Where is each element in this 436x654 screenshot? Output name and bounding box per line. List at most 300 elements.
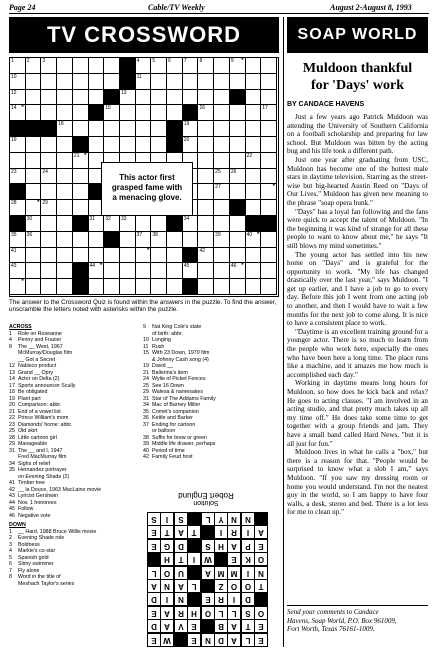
clue-item: 43 Lyricist Gershwin	[9, 493, 59, 499]
grid-cell	[214, 200, 230, 216]
headline	[287, 60, 428, 94]
cell-number: 23	[11, 168, 17, 175]
clue-item: 24 Wylie of Picket Fences	[143, 376, 206, 382]
cell-number: 36	[26, 231, 33, 238]
grid-cell	[104, 248, 120, 264]
solution-cell: T	[160, 525, 174, 539]
clue-item: 41 Timber tree	[9, 480, 45, 486]
grid-cell	[41, 279, 57, 295]
clue-item: 31 Star of The Addams Family	[143, 395, 216, 402]
clue-item: 22 Prince William's mom	[9, 415, 69, 421]
clue-heading: DOWN	[9, 522, 26, 528]
grid-cell	[230, 121, 246, 137]
grid-cell	[57, 74, 73, 90]
solution-cell: A	[227, 633, 241, 647]
grid-cell	[136, 137, 152, 153]
grid-block	[183, 248, 199, 264]
grid-cell	[26, 74, 42, 90]
solution-cell: O	[201, 606, 215, 620]
grid-cell	[10, 153, 26, 169]
cell-number: 1	[11, 58, 14, 64]
solution-cell: L	[227, 606, 241, 620]
grid-cell	[151, 74, 167, 90]
grid-cell	[167, 232, 183, 248]
clue-item: of birth: abbr.	[152, 330, 183, 337]
grid-cell	[151, 263, 167, 279]
grid-cell	[230, 169, 246, 185]
grid-cell	[120, 90, 136, 106]
grid-cell	[89, 279, 105, 295]
header-rule	[9, 13, 429, 14]
grid-cell	[230, 232, 246, 248]
grid-cell	[136, 248, 152, 264]
crossword-title: TV CROSSWORD	[9, 17, 279, 53]
cell-number: 27	[215, 184, 221, 191]
solution-block	[187, 539, 201, 553]
grid-cell	[230, 279, 246, 295]
solution-block	[147, 552, 161, 566]
clue-item: 34 Sighs of relief	[9, 460, 51, 467]
grid-cell	[41, 74, 57, 90]
solution-cell: R	[214, 592, 228, 606]
grid-cell	[214, 137, 230, 153]
grid-block	[104, 90, 120, 106]
solution-cell: O	[254, 606, 268, 620]
cell-number: 19	[183, 121, 190, 128]
grid-cell	[57, 279, 73, 295]
grid-cell	[214, 248, 230, 264]
grid-cell	[10, 248, 26, 264]
solution-block	[174, 633, 188, 647]
grid-cell	[151, 58, 167, 74]
solution-cell: Z	[214, 579, 228, 593]
grid-cell	[73, 105, 89, 121]
clue-item: 1 __ Hard, 1988 Bruce Willis movie	[9, 528, 97, 535]
solution-cell: A	[147, 579, 161, 593]
grid-block	[26, 121, 42, 137]
grid-cell	[151, 279, 167, 295]
solution-cell: E	[187, 633, 201, 647]
grid-cell	[120, 105, 136, 121]
grid-cell	[198, 248, 214, 264]
grid-block	[230, 90, 246, 106]
cell-number: 39	[215, 231, 221, 238]
grid-cell	[198, 184, 214, 200]
asterisk-mark: *	[241, 263, 244, 270]
grid-cell	[120, 248, 136, 264]
grid-cell	[246, 58, 262, 74]
grid-cell	[167, 279, 183, 295]
solution-cell: I	[187, 552, 201, 566]
grid-cell	[10, 105, 26, 121]
clue-line: grasped fame with	[111, 183, 183, 192]
grid-block	[246, 216, 262, 232]
grid-cell	[214, 279, 230, 295]
solution-cell: N	[174, 592, 188, 606]
solution-grid	[143, 496, 269, 654]
grid-cell	[261, 200, 277, 216]
solution-cell: O	[254, 552, 268, 566]
grid-cell	[57, 137, 73, 153]
asterisk-mark: *	[99, 263, 103, 270]
grid-cell	[230, 184, 246, 200]
cell-number: 26	[230, 168, 237, 175]
solution-block	[187, 512, 201, 526]
grid-cell	[151, 216, 167, 232]
grid-cell	[261, 74, 277, 90]
cell-number: 46	[230, 263, 237, 270]
grid-cell	[120, 232, 136, 248]
grid-cell	[246, 169, 262, 185]
grid-cell	[57, 184, 73, 200]
clue-item: 25 Old skirt	[9, 428, 38, 434]
grid-cell	[151, 105, 167, 121]
grid-cell	[214, 74, 230, 90]
grid-cell	[246, 279, 262, 295]
grid-cell	[151, 137, 167, 153]
grid-cell	[73, 184, 89, 200]
grid-cell	[246, 137, 262, 153]
clue-item: 3 Boldness	[9, 541, 40, 548]
grid-block	[41, 121, 57, 137]
grid-cell	[73, 121, 89, 137]
clue-item: 23 Diamonds' home: abbr.	[9, 421, 73, 428]
grid-block	[73, 263, 89, 279]
solution-cell: E	[227, 552, 241, 566]
grid-cell	[104, 58, 120, 74]
asterisk-mark: *	[256, 231, 260, 238]
grid-cell	[120, 263, 136, 279]
grid-cell	[120, 279, 136, 295]
grid-block	[167, 121, 183, 137]
clue-item: Fred MacMurray film	[18, 454, 67, 460]
cell-number: 25	[215, 168, 221, 175]
solution-cell: T	[187, 525, 201, 539]
grid-cell	[151, 90, 167, 106]
grid-cell	[136, 121, 152, 137]
clue-item: or balloon	[152, 428, 176, 434]
grid-cell	[151, 232, 167, 248]
grid-cell	[167, 74, 183, 90]
grid-cell	[246, 184, 262, 200]
clue-item: 37 Ending for cartoon	[143, 421, 196, 428]
solution-cell: N	[160, 579, 174, 593]
solution-cell: B	[214, 619, 228, 633]
solution-cell: S	[147, 512, 161, 526]
grid-cell	[73, 58, 89, 74]
solution-cell: A	[201, 566, 215, 580]
grid-cell	[26, 279, 42, 295]
grid-cell	[261, 279, 277, 295]
grid-cell	[89, 90, 105, 106]
clue-item: 6 Slimy swimmer	[9, 561, 54, 567]
grid-cell	[261, 58, 277, 74]
grid-cell	[89, 248, 105, 264]
cell-number: 33	[120, 216, 127, 222]
grid-cell	[10, 90, 26, 106]
clue-item: 2 Evening Shade role	[9, 535, 65, 541]
solution-block	[201, 579, 215, 593]
clue-item: 10 Longing	[143, 337, 171, 343]
solution-cell: D	[174, 539, 188, 553]
grid-cell	[41, 169, 57, 185]
grid-cell	[10, 137, 26, 153]
solution-cell: S	[241, 606, 255, 620]
grid-cell	[246, 121, 262, 137]
cell-number: 29	[42, 200, 48, 207]
solution-cell: L	[214, 606, 228, 620]
grid-cell	[41, 184, 57, 200]
grid-cell	[198, 58, 214, 74]
clue-item: 42 __ la Douce, 1963 MacLaine movie	[9, 486, 102, 493]
headline-line: Muldoon thankful	[302, 61, 413, 76]
grid-cell	[57, 200, 73, 216]
grid-cell	[89, 232, 105, 248]
clue-item: 36 Kettle and Barker	[143, 415, 193, 421]
grid-cell	[167, 58, 183, 74]
clue-item: & Johnny Cash song (4)	[152, 356, 209, 363]
solution-cell: R	[174, 606, 188, 620]
solution-cell: I	[241, 566, 255, 580]
solution-cell: H	[214, 539, 228, 553]
publication-name: Cable/TV Weekly	[148, 3, 205, 12]
clue-item: 29 Manageable	[9, 441, 48, 447]
solution-cell: I	[160, 592, 174, 606]
grid-cell	[26, 137, 42, 153]
cell-number: 35	[11, 231, 17, 238]
grid-cell	[214, 90, 230, 106]
solution-cell: L	[201, 512, 215, 526]
cell-number: 11	[136, 73, 142, 80]
article-paragraph: "Days" has a loyal fan following and the fans were quick to accept the talent of Muldoon. "In the beginning it was kind of strange for all these people to want to know about me," he says "It still blows my mind sometimes."	[287, 207, 428, 250]
grid-cell	[26, 153, 42, 169]
clue-item: 28 Little cartoon girl	[9, 434, 57, 441]
cell-number: 15	[105, 105, 111, 112]
asterisk-mark: *	[21, 105, 24, 112]
clue-item: 35 Comet's companion	[143, 408, 199, 415]
solution-cell: O	[241, 579, 255, 593]
solution-cell: H	[187, 606, 201, 620]
clue-item: 7 Fly alone	[9, 567, 40, 574]
grid-cell	[10, 232, 26, 248]
grid-cell	[136, 279, 152, 295]
grid-cell	[41, 263, 57, 279]
headline-line: for 'Days' work	[310, 78, 405, 93]
cell-number: 20	[183, 137, 190, 143]
grid-cell	[261, 248, 277, 264]
clue-item: 34 Mac of Barney Miller	[143, 402, 201, 408]
clue-item: 17 Sports announcer Scully	[9, 382, 76, 389]
cell-number: 45	[183, 263, 190, 270]
grid-cell	[26, 169, 42, 185]
clue-item: 20 Comparison: abbr.	[9, 402, 62, 408]
clue-item: 5 Spanish gold	[9, 554, 49, 561]
grid-cell	[73, 232, 89, 248]
grid-cell	[26, 200, 42, 216]
grid-cell	[167, 263, 183, 279]
grid-cell	[214, 153, 230, 169]
grid-cell	[104, 137, 120, 153]
solution-cell: M	[214, 566, 228, 580]
grid-block	[120, 74, 136, 90]
cell-number: 32	[105, 216, 111, 222]
solution-cell: N	[241, 512, 255, 526]
grid-cell	[261, 232, 277, 248]
contact-line: Havens, Soap World, P.O. Box 961009,	[287, 616, 397, 625]
solution-cell: E	[201, 592, 215, 606]
cell-number: 16	[199, 105, 206, 112]
grid-cell	[230, 105, 246, 121]
grid-cell	[57, 121, 73, 137]
cell-number: 22	[246, 152, 253, 159]
solution-cell: H	[160, 552, 174, 566]
grid-cell	[10, 279, 26, 295]
grid-cell	[230, 137, 246, 153]
grid-cell	[136, 105, 152, 121]
contact-note	[287, 608, 428, 634]
grid-cell	[246, 200, 262, 216]
grid-block	[10, 121, 26, 137]
cell-number: 24	[42, 168, 48, 175]
grid-cell	[10, 263, 26, 279]
solution-cell: E	[147, 633, 161, 647]
article-paragraph: Muldoon lives in what he calls a "box," but there is a reason for that. "People would be surprised to know what a slob I am," says Muldoon. "If you saw my dressing room or home you would understand. I'm not the neatest guy in the world, so I am happy to have four walls, a desk, stereo and bed. There is a lot less for me to clean up."	[287, 448, 428, 517]
solution-cell: E	[254, 539, 268, 553]
asterisk-mark: *	[21, 279, 24, 286]
grid-cell	[136, 232, 152, 248]
grid-block	[73, 279, 89, 295]
clue-item: 38 Suffix for brew or green	[143, 434, 207, 441]
grid-cell	[198, 232, 214, 248]
grid-cell	[73, 153, 89, 169]
solution-block	[254, 512, 268, 526]
grid-cell	[104, 216, 120, 232]
clue-item: 1 Role on Roseanne	[9, 330, 62, 337]
grid-cell	[214, 105, 230, 121]
grid-cell	[151, 121, 167, 137]
grid-cell	[198, 200, 214, 216]
article-paragraph: Just a few years ago Patrick Muldoon was attending the University of Southern California on a football scholarship and preparing for law school. But Muldoon was bitten by the acting bug and his life took a different path.	[287, 113, 428, 156]
grid-cell	[120, 216, 136, 232]
grid-cell	[214, 58, 230, 74]
grid-block	[89, 105, 105, 121]
grid-cell	[104, 279, 120, 295]
grid-cell	[41, 105, 57, 121]
grid-block	[167, 216, 183, 232]
clue-item: 4 Markie's co-star	[9, 548, 56, 554]
asterisk-mark: *	[37, 200, 40, 207]
solution-cell: N	[201, 633, 215, 647]
cell-number: 28	[11, 200, 17, 207]
solution-block	[254, 592, 268, 606]
solution-cell: E	[147, 525, 161, 539]
clue-item: 4 Penny and Frazier	[9, 337, 62, 343]
grid-cell	[73, 169, 89, 185]
article-body	[287, 113, 428, 517]
grid-block	[73, 216, 89, 232]
solution-block	[214, 552, 228, 566]
cell-number: 31	[89, 216, 96, 222]
grid-cell	[214, 169, 230, 185]
solution-cell: A	[254, 525, 268, 539]
grid-cell	[136, 90, 152, 106]
solution-cell: G	[160, 539, 174, 553]
cell-number: 42	[199, 247, 206, 254]
grid-cell	[230, 263, 246, 279]
grid-cell	[89, 137, 105, 153]
grid-cell	[167, 105, 183, 121]
grid-cell	[73, 74, 89, 90]
grid-cell	[214, 121, 230, 137]
grid-cell	[41, 200, 57, 216]
solution-cell: T	[241, 619, 255, 633]
column-divider	[283, 17, 284, 647]
cell-number: 14	[11, 105, 17, 112]
grid-cell	[57, 90, 73, 106]
article-paragraph: "Daytime is an excellent training ground for a younger actor. There is so much to learn from the people who work here, especially the ones who have been here a long time. The place runs like a machine, and it amazes me how much is accomplished each day."	[287, 327, 428, 379]
cell-number: 40	[246, 231, 253, 238]
grid-cell	[57, 232, 73, 248]
solution-cell: O	[227, 579, 241, 593]
grid-cell	[198, 279, 214, 295]
solution-cell: N	[227, 512, 241, 526]
grid-cell	[230, 153, 246, 169]
grid-cell	[151, 248, 167, 264]
grid-cell	[57, 216, 73, 232]
clue-item: Meshach Taylor's series	[18, 580, 75, 587]
solution-cell: U	[174, 566, 188, 580]
solution-cell: D	[147, 619, 161, 633]
cell-number: 34	[183, 216, 190, 222]
grid-cell	[198, 169, 214, 185]
grid-cell	[136, 74, 152, 90]
grid-cell	[41, 232, 57, 248]
solution-cell: L	[147, 566, 161, 580]
grid-cell	[246, 74, 262, 90]
grid-cell	[198, 90, 214, 106]
cell-number: 30	[26, 216, 33, 222]
solution-cell: E	[254, 619, 268, 633]
grid-cell	[26, 184, 42, 200]
solution-cell: I	[160, 512, 174, 526]
asterisk-mark: *	[147, 247, 150, 254]
cell-number: 18	[58, 121, 64, 128]
solution-cell: I	[214, 525, 228, 539]
solution-cell: W	[201, 552, 215, 566]
cell-number: 43	[11, 263, 17, 270]
clue-item: 21 End of a vowel list	[9, 408, 61, 415]
grid-cell	[57, 105, 73, 121]
solution-cell: D	[147, 592, 161, 606]
asterisk-mark: *	[272, 184, 275, 191]
grid-cell	[104, 263, 120, 279]
clue-item: 8 The __ West, 1967	[9, 343, 63, 350]
clue-line: This actor first	[119, 173, 175, 182]
grid-cell	[136, 58, 152, 74]
grid-block	[167, 137, 183, 153]
grid-cell	[10, 58, 26, 74]
grid-block	[104, 232, 120, 248]
grid-cell	[57, 248, 73, 264]
asterisk-mark: *	[241, 58, 244, 64]
grid-cell	[214, 184, 230, 200]
cell-number: 13	[120, 89, 127, 96]
solution-cell: D	[214, 633, 228, 647]
grid-cell	[167, 248, 183, 264]
cell-number: 37	[136, 231, 143, 238]
clue-item: __ Got a Secret	[18, 356, 56, 363]
solution-cell: S	[174, 512, 188, 526]
